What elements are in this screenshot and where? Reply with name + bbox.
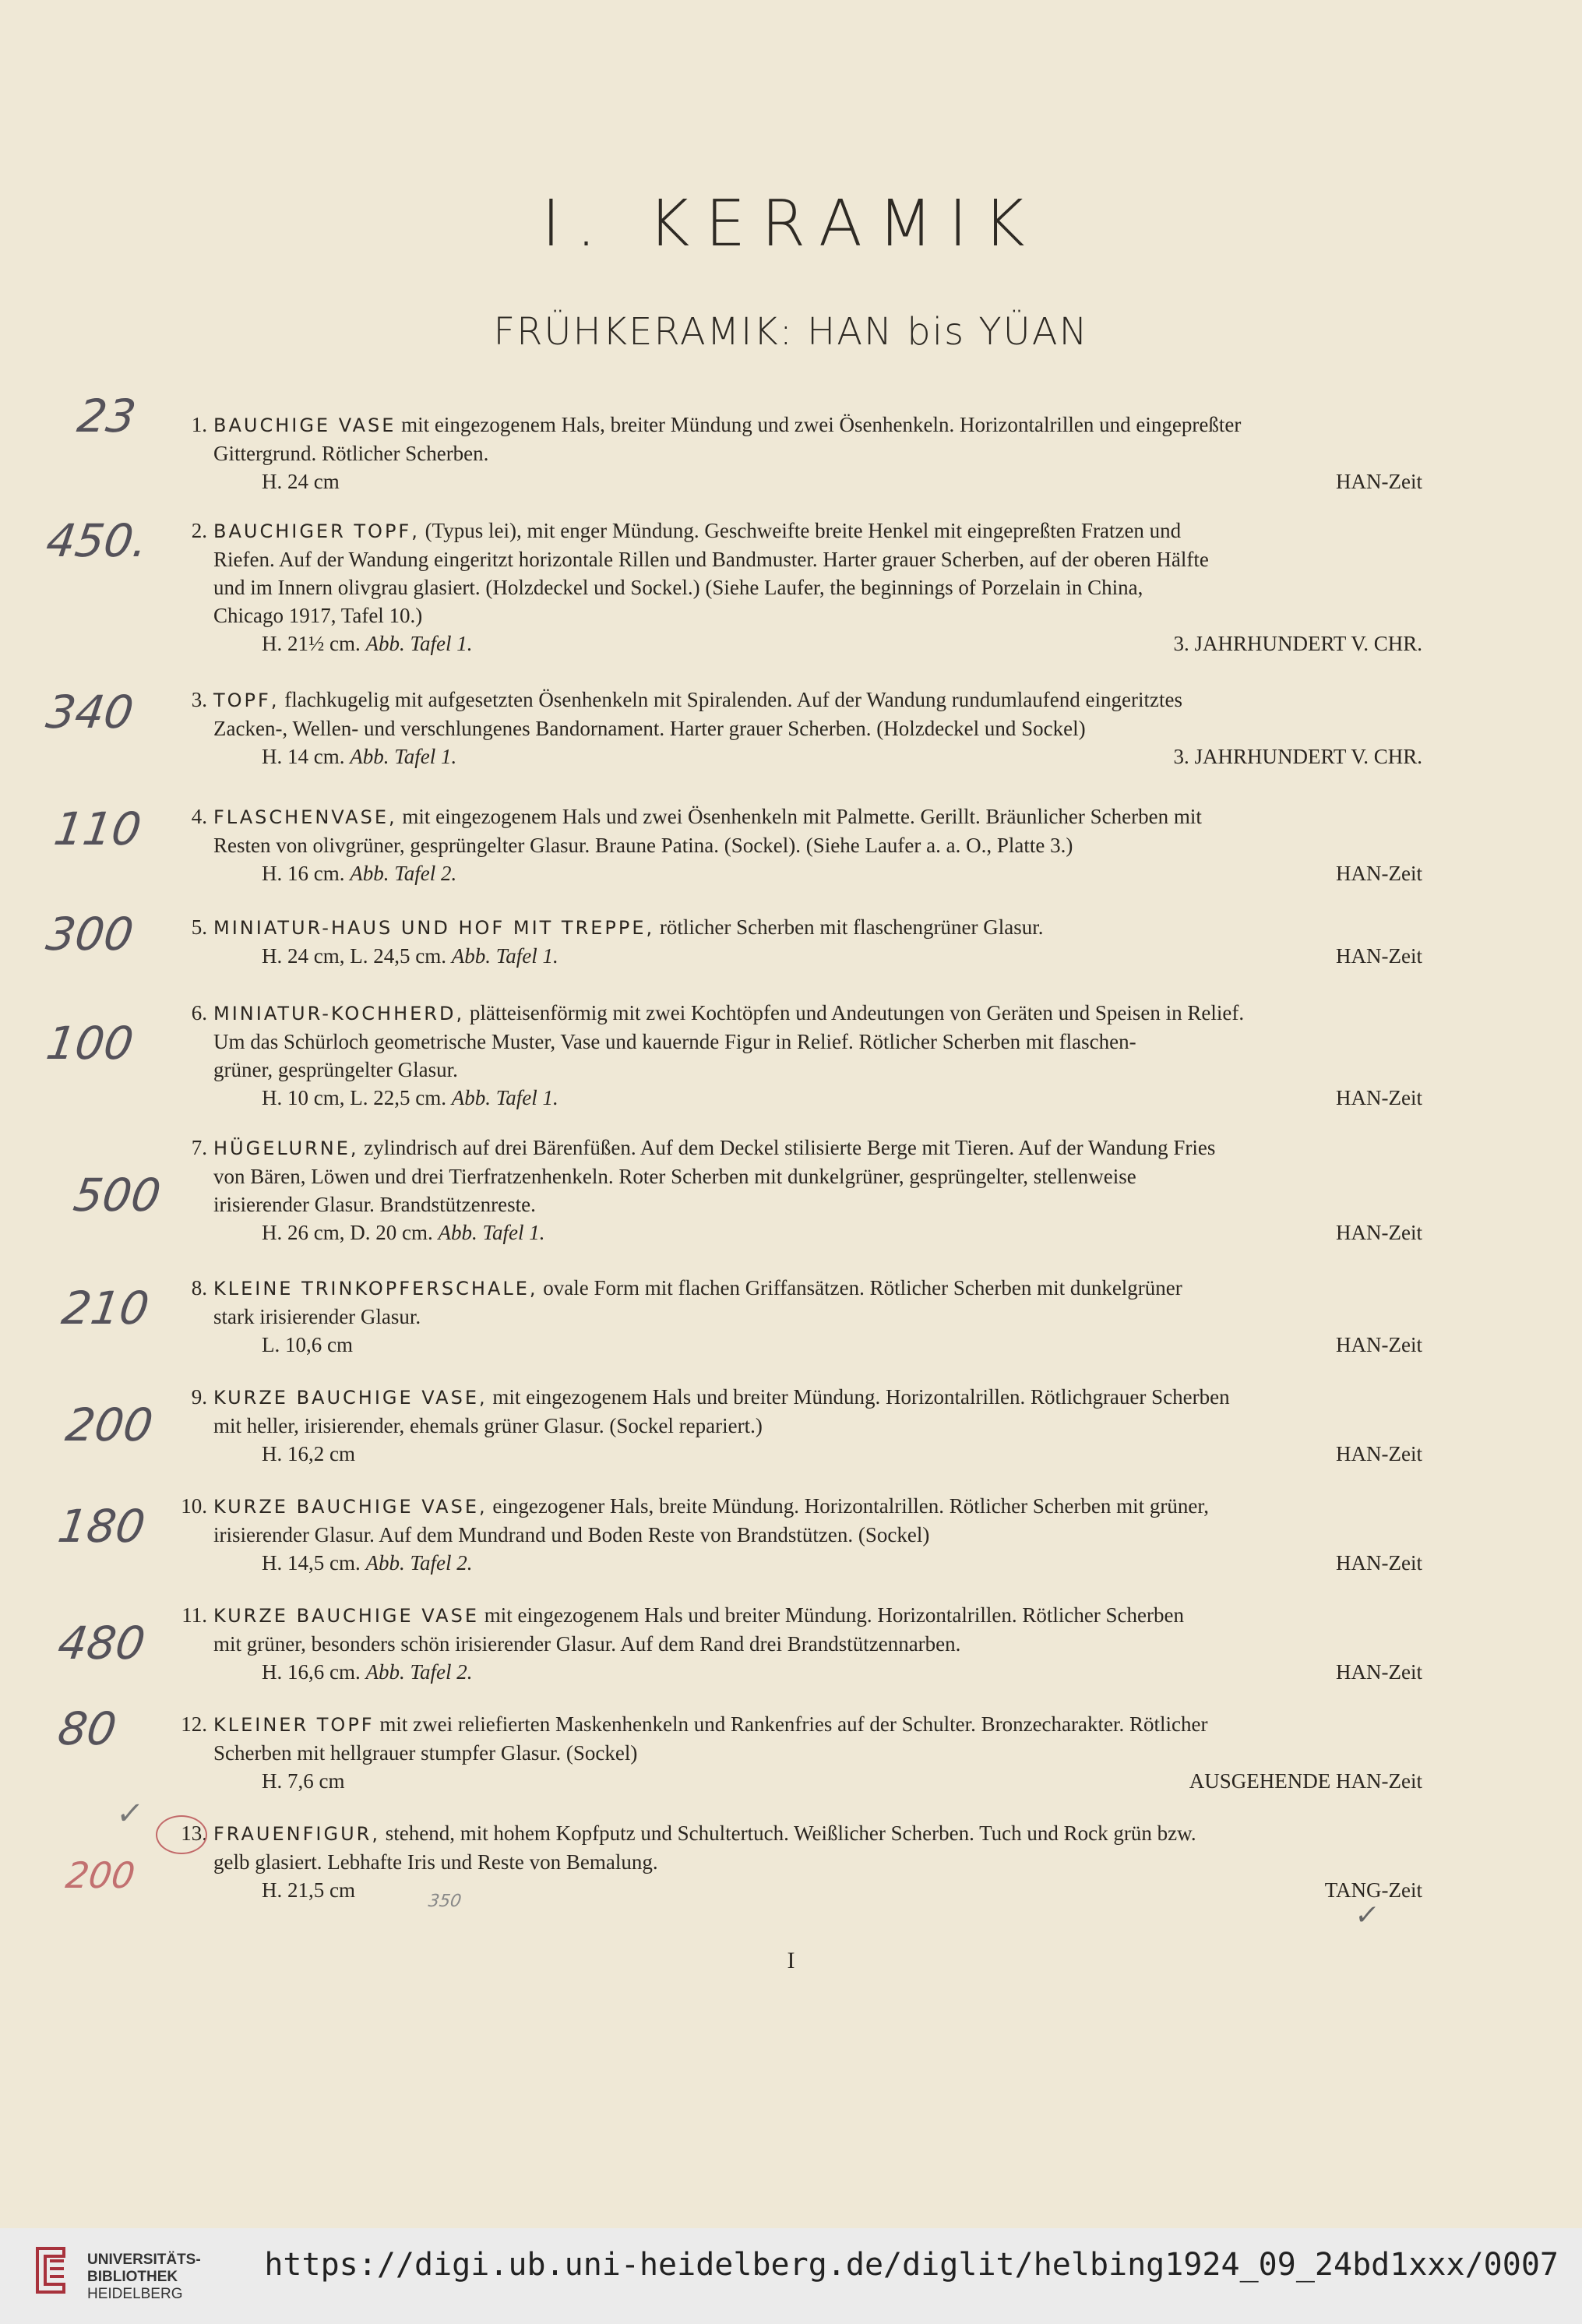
entry-description-line: Zacken-, Wellen- und verschlungenes Bandornament. Harter grauer Scherben. (Holzdeckel und Sockel) (213, 717, 1086, 740)
entry-heading: KURZE BAUCHIGE VASE, (213, 1387, 488, 1409)
entry-plate-reference: Abb. Tafel 2. (365, 1660, 473, 1684)
entry-first-line (213, 1274, 1422, 1303)
entry-description-line: und im Innern olivgrau glasiert. (Holzdeckel und Sockel.) (Siehe Laufer, the beginnings of Porzelain in China, (213, 576, 1143, 599)
entry-body (213, 1274, 1422, 1359)
entry-dimensions-text: H. 24 cm (262, 470, 340, 493)
section-subtitle: FRÜHKERAMIK: HAN bis YÜAN (493, 310, 1089, 354)
entry-period: HAN-Zeit (1336, 1551, 1422, 1575)
entry-plate-reference: Abb. Tafel 1. (365, 632, 473, 655)
entry-description: mit eingezogenem Hals und breiter Mündung. Horizontalrillen. Rötlichgrauer Scherben (492, 1385, 1230, 1409)
handwritten-price: 210 (58, 1282, 153, 1335)
entry-meta (213, 1218, 1422, 1247)
entry-meta (213, 1331, 1422, 1359)
entry-dimensions-text: H. 24 cm, L. 24,5 cm. (262, 944, 446, 968)
footer-bar (0, 2228, 1582, 2324)
entry-meta (213, 942, 1422, 970)
handwritten-price: 180 (55, 1500, 149, 1553)
entry-meta (213, 1549, 1422, 1577)
entry-body (213, 411, 1422, 495)
entry-description: ovale Form mit flachen Griffansätzen. Rötlicher Scherben mit dunkelgrüner (543, 1276, 1182, 1300)
entry-number: 9. (191, 1385, 207, 1409)
entry-body (213, 1492, 1422, 1577)
entry-period: HAN-Zeit (1336, 1442, 1422, 1465)
entry-description: mit eingezogenem Hals und breiter Mündung. Horizontalrillen. Rötlicher Scherben (484, 1603, 1185, 1627)
entry-number: 7. (191, 1136, 207, 1159)
entry-meta (213, 1876, 1422, 1904)
handwritten-price: 23 (74, 390, 139, 443)
entry-period: HAN-Zeit (1336, 1221, 1422, 1244)
entry-first-line (213, 517, 1422, 545)
entry-first-line (213, 1819, 1422, 1848)
entry-dimensions-text: H. 21½ cm. (262, 632, 361, 655)
entry-description: flachkugelig mit aufgesetzten Ösenhenkeln mit Spiralenden. Auf der Wandung rundumlaufend eingeritztes (284, 688, 1182, 711)
entry-dimensions-text: L. 10,6 cm (262, 1333, 353, 1356)
entry-first-line (213, 686, 1422, 714)
entry-body (213, 1134, 1422, 1247)
entry-plate-reference: Abb. Tafel 1. (350, 745, 457, 768)
entry-heading: FRAUENFIGUR, (213, 1823, 380, 1845)
entry-description-line: gelb glasiert. Lebhafte Iris und Reste von Bemalung. (213, 1850, 658, 1874)
handwritten-price: 110 (51, 802, 145, 855)
entry-heading: KURZE BAUCHIGE VASE (213, 1605, 479, 1627)
entry-meta (213, 1658, 1422, 1686)
entry-heading: MINIATUR-KOCHHERD, (213, 1003, 465, 1024)
entry-description: rötlicher Scherben mit flaschengrüner Glasur. (659, 915, 1044, 939)
entry-first-line (213, 1492, 1422, 1521)
entry-description-line: Um das Schürloch geometrische Muster, Vase und kauernde Figur in Relief. Rötlicher Scherben mit flaschen- (213, 1030, 1136, 1053)
entry-plate-reference: Abb. Tafel 1. (438, 1221, 545, 1244)
entry-description: zylindrisch auf drei Bärenfüßen. Auf dem Deckel stilisierte Berge mit Tieren. Auf der Wandung Fries (364, 1136, 1216, 1159)
entry-dimensions (262, 742, 456, 771)
entry-number: 4. (191, 805, 207, 828)
page-number: I (787, 1948, 795, 1973)
entry-meta (213, 629, 1422, 658)
handwritten-price: 480 (55, 1617, 149, 1670)
check-mark: ✓ (1353, 1899, 1382, 1931)
entry-body (213, 999, 1422, 1112)
entry-body (213, 1383, 1422, 1468)
entry-dimensions (262, 859, 456, 887)
entry-first-line (213, 1134, 1422, 1162)
entry-description-line: mit heller, irisierender, ehemals grüner Glasur. (Sockel repariert.) (213, 1414, 763, 1437)
entry-description-line: Gittergrund. Rötlicher Scherben. (213, 442, 489, 465)
entry-description: (Typus lei), mit enger Mündung. Geschweifte breite Henkel mit eingepreßten Fratzen und (425, 519, 1182, 542)
library-name (87, 2252, 201, 2303)
entry-body (213, 802, 1422, 887)
entry-heading: HÜGELURNE, (213, 1137, 359, 1159)
handwritten-price: 340 (43, 686, 137, 739)
entry-period: HAN-Zeit (1336, 1660, 1422, 1684)
entry-description-line: irisierender Glasur. Auf dem Mundrand und Boden Reste von Brandstützen. (Sockel) (213, 1523, 930, 1546)
entry-description-line: Chicago 1917, Tafel 10.) (213, 604, 423, 627)
handwritten-price: 200 (62, 1398, 157, 1451)
entry-first-line (213, 999, 1422, 1028)
handwritten-price: 80 (55, 1702, 120, 1755)
entry-description-line: Resten von olivgrüner, gesprüngelter Glasur. Braune Patina. (Sockel). (Siehe Laufer a. a. O., Platte 3.) (213, 834, 1073, 857)
entry-period: 3. JAHRHUNDERT V. CHR. (1173, 632, 1422, 655)
library-name-line: UNIVERSITÄTS- (87, 2252, 201, 2268)
entry-meta (213, 1084, 1422, 1112)
entry-plate-reference: Abb. Tafel 2. (365, 1551, 473, 1575)
entry-heading: KLEINER TOPF (213, 1714, 375, 1736)
entry-body (213, 1601, 1422, 1686)
entry-description: eingezogener Hals, breite Mündung. Horizontalrillen. Rötlicher Scherben mit grüner, (492, 1494, 1210, 1518)
entry-plate-reference: Abb. Tafel 1. (451, 1086, 558, 1109)
entry-dimensions-text: H. 14,5 cm. (262, 1551, 361, 1575)
entry-first-line (213, 913, 1422, 942)
entry-period: HAN-Zeit (1336, 470, 1422, 493)
entry-heading: BAUCHIGE VASE (213, 414, 396, 436)
entry-dimensions-text: H. 16,2 cm (262, 1442, 355, 1465)
entry-heading: FLASCHENVASE, (213, 806, 397, 828)
entry-dimensions (262, 1767, 344, 1795)
entry-period: HAN-Zeit (1336, 862, 1422, 885)
check-mark: ✓ (114, 1796, 146, 1832)
entry-body (213, 1710, 1422, 1795)
library-logo-icon (33, 2245, 69, 2295)
library-name-line: HEIDELBERG (87, 2286, 183, 2302)
entry-first-line (213, 1383, 1422, 1412)
entry-description-line: stark irisierender Glasur. (213, 1305, 421, 1328)
entry-description-line: mit grüner, besonders schön irisierender Glasur. Auf dem Rand drei Brandstützennarben. (213, 1632, 961, 1656)
entry-dimensions (262, 1218, 545, 1247)
handwritten-price: 100 (43, 1017, 137, 1070)
entry-meta (213, 1767, 1422, 1795)
entry-description-line: von Bären, Löwen und drei Tierfratzenhenkeln. Roter Scherben mit dunkelgrüner, gesprüngelter, stellenweise (213, 1165, 1136, 1188)
entry-description: mit zwei reliefierten Maskenhenkeln und Rankenfries auf der Schulter. Bronzecharakter. Rötlicher (379, 1712, 1208, 1736)
entry-dimensions (262, 467, 340, 495)
entry-description-line: irisierender Glasur. Brandstützenreste. (213, 1193, 536, 1216)
handwritten-price: 300 (43, 908, 137, 961)
entry-dimensions-text: H. 10 cm, L. 22,5 cm. (262, 1086, 446, 1109)
entry-dimensions-text: H. 14 cm. (262, 745, 345, 768)
entry-number: 6. (191, 1001, 207, 1024)
source-url[interactable]: https://digi.ub.uni-heidelberg.de/diglit/helbing1924_09_24bd1xxx/0007 (264, 2247, 1559, 2283)
entry-description: mit eingezogenem Hals und zwei Ösenhenkeln mit Palmette. Gerillt. Bräunlicher Scherben mit (402, 805, 1202, 828)
entry-number: 13. (181, 1821, 207, 1845)
entry-description-line: Riefen. Auf der Wandung eingeritzt horizontale Rillen und Bandmuster. Harter grauer Scherben, auf der oberen Hälfte (213, 548, 1209, 571)
entry-body (213, 517, 1422, 658)
entry-meta (213, 467, 1422, 495)
entry-first-line (213, 802, 1422, 831)
entry-plate-reference: Abb. Tafel 2. (350, 862, 457, 885)
entry-dimensions (262, 1084, 558, 1112)
entry-dimensions-text: H. 21,5 cm (262, 1878, 355, 1902)
entry-heading: BAUCHIGER TOPF, (213, 520, 420, 542)
entry-first-line (213, 411, 1422, 439)
entry-dimensions (262, 1658, 473, 1686)
entry-meta (213, 1440, 1422, 1468)
entry-body (213, 686, 1422, 771)
entry-period: HAN-Zeit (1336, 944, 1422, 968)
entry-number: 12. (181, 1712, 207, 1736)
entry-description: stehend, mit hohem Kopfputz und Schultertuch. Weißlicher Scherben. Tuch und Rock grün bzw. (385, 1821, 1196, 1845)
entry-number: 8. (191, 1276, 207, 1300)
entry-description: mit eingezogenem Hals, breiter Mündung und zwei Ösenhenkeln. Horizontalrillen und eingepreßter (401, 413, 1242, 436)
red-circle-mark (156, 1815, 207, 1854)
library-name-line: BIBLIOTHEK (87, 2269, 178, 2285)
entry-first-line (213, 1601, 1422, 1630)
margin-note: 350 (427, 1892, 463, 1911)
entry-body (213, 913, 1422, 970)
entry-period: TANG-Zeit (1324, 1878, 1422, 1902)
handwritten-price: 200 (63, 1854, 138, 1896)
entry-dimensions-text: H. 16,6 cm. (262, 1660, 361, 1684)
entry-dimensions (262, 1876, 355, 1904)
page-title: I. KERAMIK (541, 187, 1041, 261)
entry-heading: MINIATUR-HAUS UND HOF MIT TREPPE, (213, 917, 655, 939)
entry-dimensions-text: H. 7,6 cm (262, 1769, 345, 1793)
entry-number: 1. (191, 413, 207, 436)
entry-heading: KLEINE TRINKOPFERSCHALE, (213, 1278, 538, 1300)
entry-dimensions (262, 629, 473, 658)
handwritten-price: 450. (43, 514, 151, 567)
entry-meta (213, 742, 1422, 771)
entry-description-line: grüner, gesprüngelter Glasur. (213, 1058, 458, 1081)
entry-number: 11. (181, 1603, 207, 1627)
entry-number: 10. (181, 1494, 207, 1518)
entry-period: 3. JAHRHUNDERT V. CHR. (1173, 745, 1422, 768)
entry-dimensions (262, 1440, 355, 1468)
entry-number: 3. (191, 688, 207, 711)
entry-period: HAN-Zeit (1336, 1333, 1422, 1356)
entry-first-line (213, 1710, 1422, 1739)
entry-heading: KURZE BAUCHIGE VASE, (213, 1496, 488, 1518)
entry-dimensions (262, 1549, 473, 1577)
entry-description-line: Scherben mit hellgrauer stumpfer Glasur. (Sockel) (213, 1741, 638, 1765)
entry-dimensions (262, 942, 558, 970)
entry-period: AUSGEHENDE HAN-Zeit (1189, 1769, 1422, 1793)
entry-number: 5. (191, 915, 207, 939)
entry-number: 2. (191, 519, 207, 542)
entry-description: plätteisenförmig mit zwei Kochtöpfen und Andeutungen von Geräten und Speisen in Relief. (469, 1001, 1245, 1024)
handwritten-price: 500 (70, 1169, 164, 1222)
entry-dimensions (262, 1331, 353, 1359)
entry-body (213, 1819, 1422, 1904)
entry-dimensions-text: H. 26 cm, D. 20 cm. (262, 1221, 433, 1244)
entry-period: HAN-Zeit (1336, 1086, 1422, 1109)
entry-dimensions-text: H. 16 cm. (262, 862, 345, 885)
entry-heading: TOPF, (213, 689, 280, 711)
entry-plate-reference: Abb. Tafel 1. (451, 944, 558, 968)
entry-meta (213, 859, 1422, 887)
